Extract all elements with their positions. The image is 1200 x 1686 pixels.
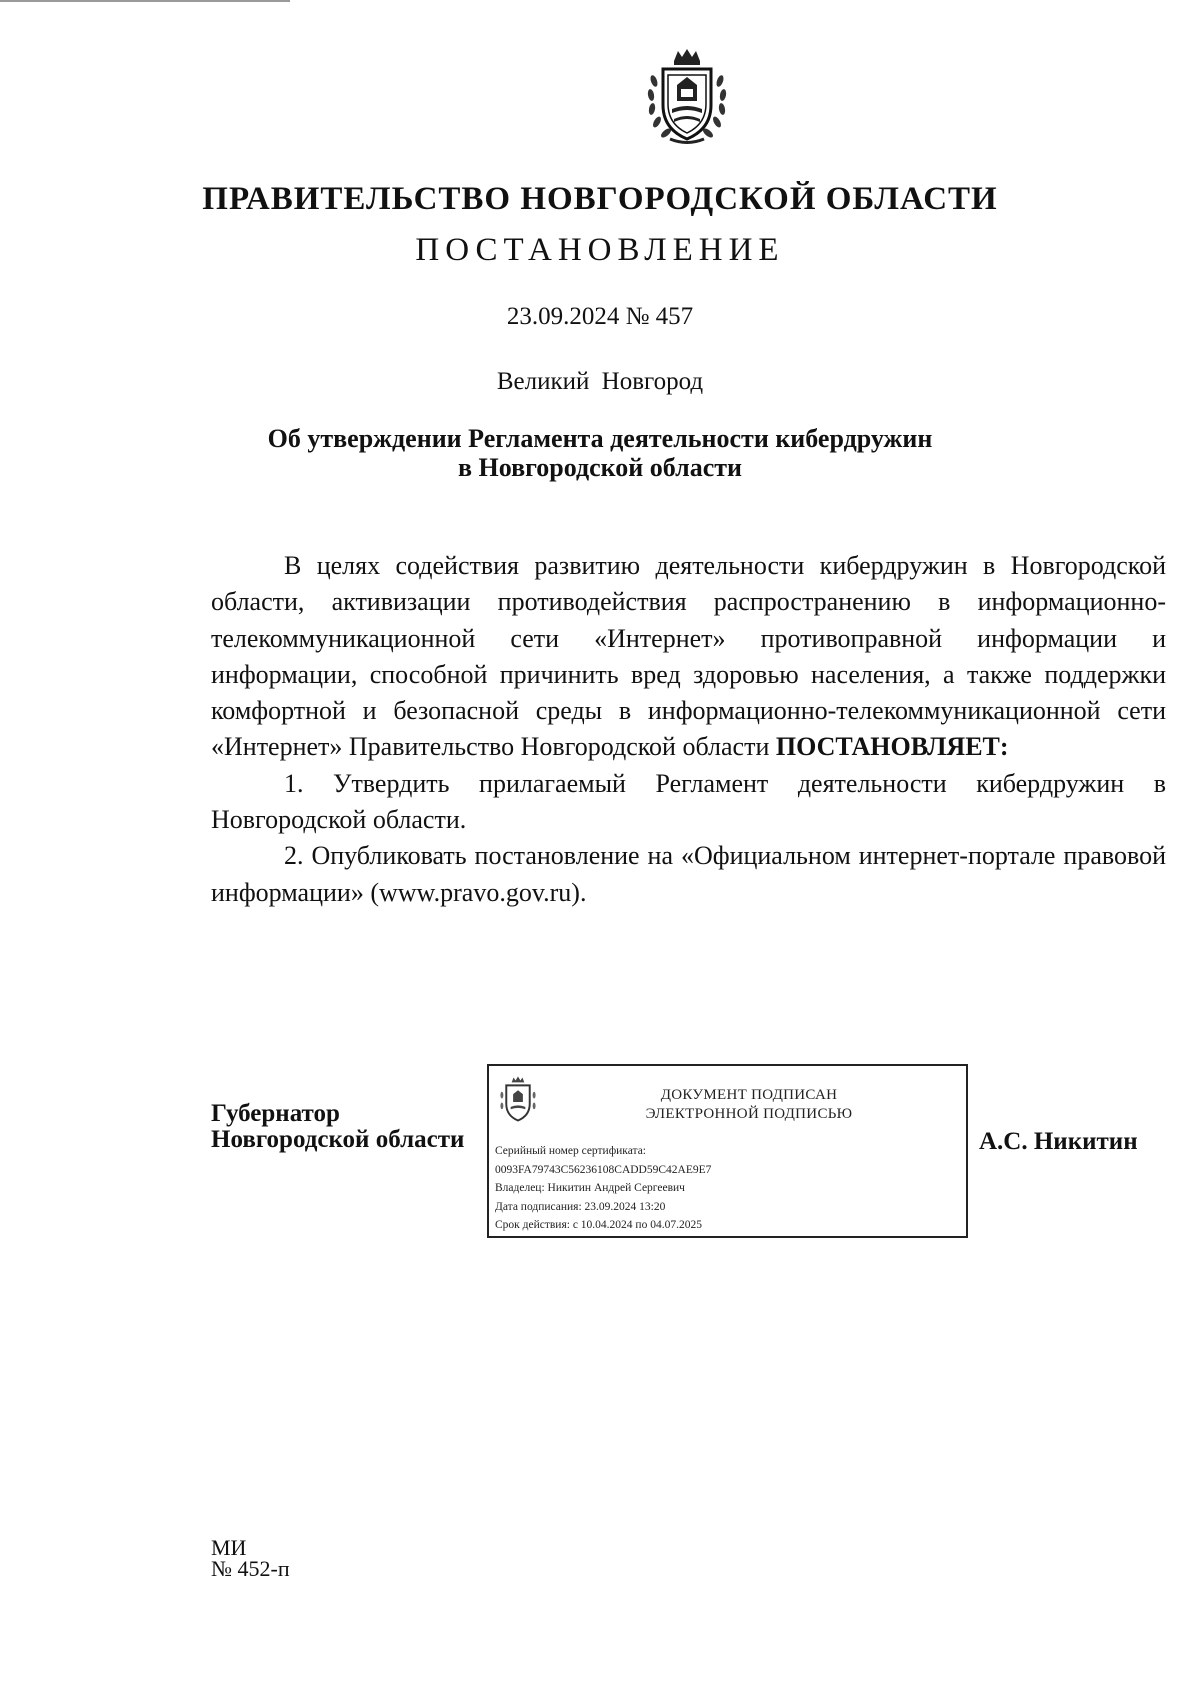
stamp-validity: Срок действия: с 10.04.2024 по 04.07.2025 bbox=[495, 1219, 702, 1231]
stamp-heading-line2: ЭЛЕКТРОННОЙ ПОДПИСЬЮ bbox=[645, 1106, 853, 1122]
preamble-paragraph bbox=[211, 548, 1166, 766]
doc-city: Великий Новгород bbox=[496, 368, 704, 395]
footer-number: № 452-п bbox=[211, 1556, 290, 1581]
doc-heading-line1: Об утверждении Регламента деятельности кибердружин bbox=[267, 424, 933, 453]
item-2: 2. Опубликовать постановление на «Официальном интернет-портале правовой информации» (www.pravo.gov.ru). bbox=[211, 841, 1166, 907]
signatory-position-line1: Губернатор bbox=[211, 1100, 340, 1127]
coat-of-arms-icon bbox=[497, 1074, 539, 1126]
signatory-position bbox=[211, 1101, 464, 1153]
doc-date-number: 23.09.2024 № 457 bbox=[506, 303, 694, 330]
coat-of-arms-icon bbox=[644, 47, 730, 147]
preamble-text: В целях содействия развитию деятельности кибердружин в Новгородской области, активизации противодействия распространению в информационно-телекоммуникационной сети «Интернет» противоправной информации и информации, способной причинить вред здоровью населения, а также поддержки комфортной и безопасной среды в информационно-телекоммуникационной сети «Интернет» Правительство Новгородской области bbox=[211, 551, 1166, 762]
signatory-position-line2: Новгородской области bbox=[211, 1126, 465, 1153]
stamp-heading bbox=[549, 1086, 949, 1124]
scan-edge-line bbox=[0, 0, 290, 2]
decree-word: ПОСТАНОВЛЯЕТ: bbox=[775, 732, 1009, 762]
org-title: ПРАВИТЕЛЬСТВО НОВГОРОДСКОЙ ОБЛАСТИ bbox=[202, 181, 998, 217]
stamp-owner: Владелец: Никитин Андрей Сергеевич bbox=[495, 1182, 685, 1194]
stamp-serial-label: Серийный номер сертификата: bbox=[495, 1145, 646, 1157]
doc-heading bbox=[0, 424, 1200, 482]
doc-footer bbox=[211, 1537, 290, 1579]
stamp-signed-date: Дата подписания: 23.09.2024 13:20 bbox=[495, 1200, 666, 1213]
electronic-signature-stamp bbox=[487, 1064, 968, 1238]
item-1: 1. Утвердить прилагаемый Регламент деятельности кибердружин в Новгородской области. bbox=[211, 768, 1166, 835]
footer-initials: МИ bbox=[211, 1535, 247, 1560]
stamp-details bbox=[495, 1142, 711, 1235]
signer-name: А.С. Никитин bbox=[979, 1128, 1138, 1155]
doc-heading-line2: в Новгородской области bbox=[457, 453, 743, 482]
doc-type: ПОСТАНОВЛЕНИЕ bbox=[415, 232, 785, 268]
stamp-serial-value: 0093FA79743C56236108CADD59C42AE9E7 bbox=[495, 1163, 712, 1176]
doc-body bbox=[211, 548, 1166, 911]
stamp-heading-line1: ДОКУМЕНТ ПОДПИСАН bbox=[660, 1087, 838, 1103]
